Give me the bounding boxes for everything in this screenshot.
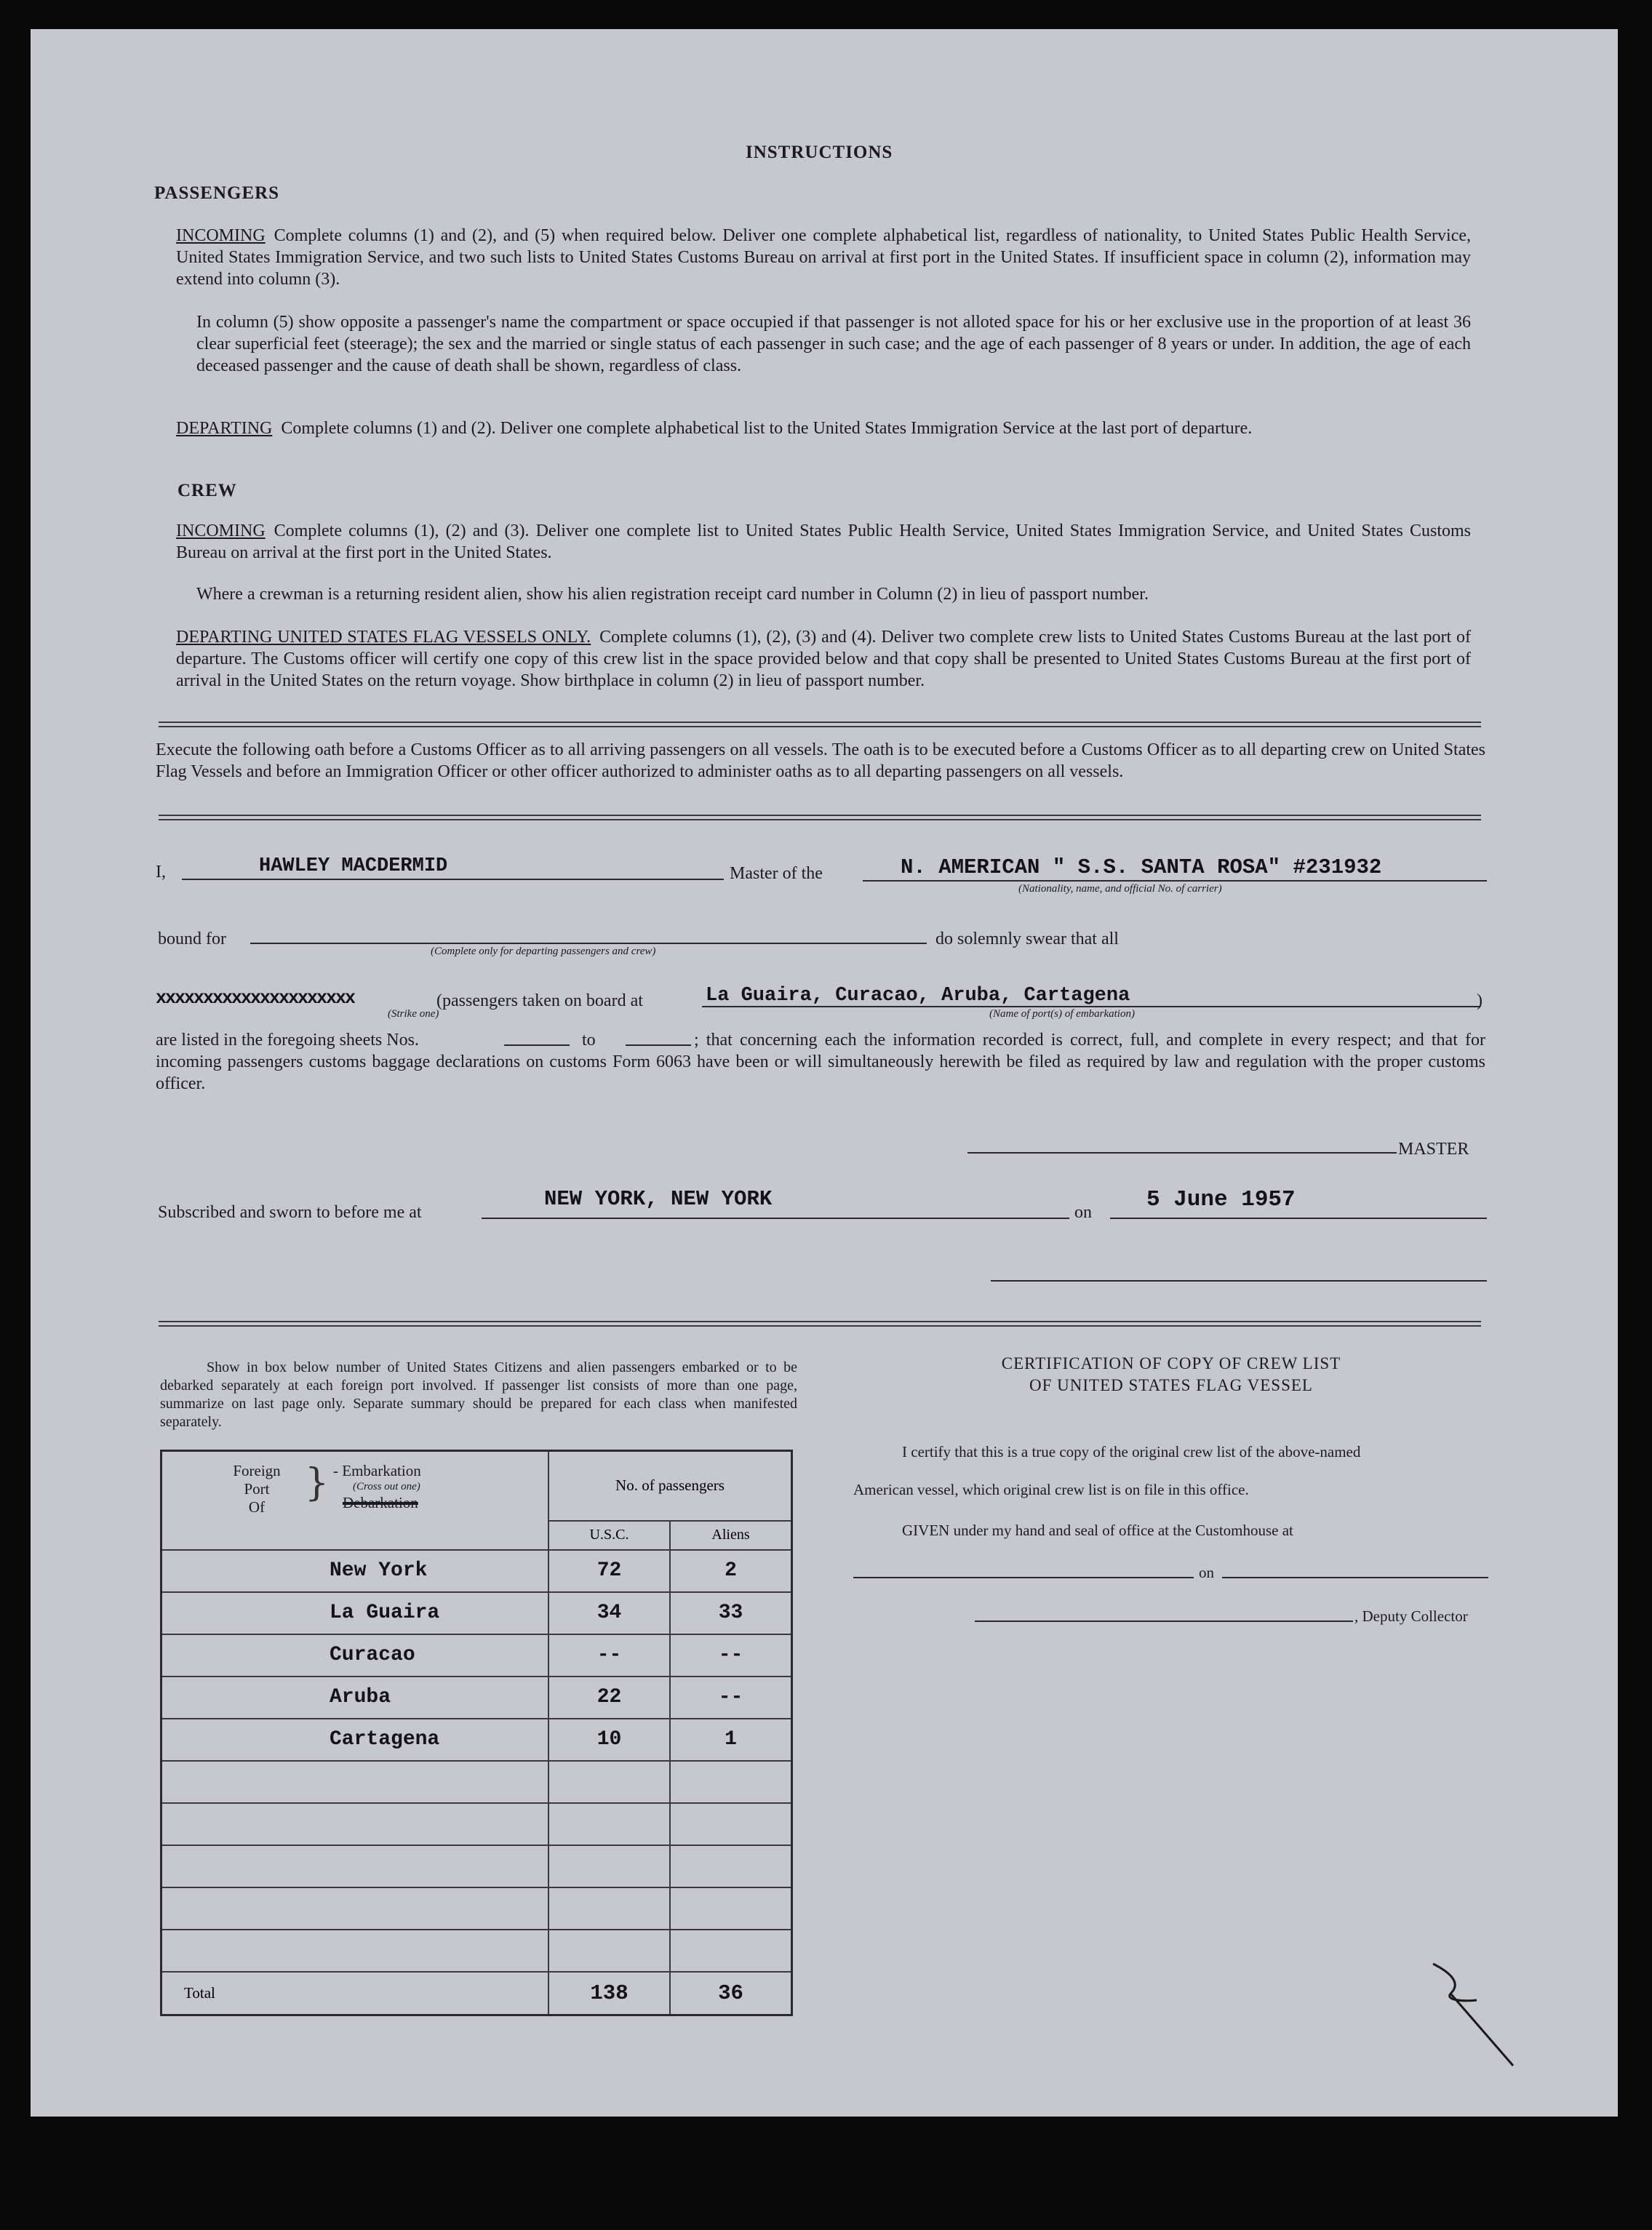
instructions-title: INSTRUCTIONS	[746, 143, 893, 162]
port-cell: Aruba	[161, 1677, 549, 1719]
officer-signature-line	[991, 1280, 1487, 1282]
listed-text: are listed in the foregoing sheets Nos.	[156, 1031, 419, 1050]
departing-text: Complete columns (1) and (2). Deliver one complete alphabetical list to the United States Immigration Service at the last port of departure.	[281, 419, 1253, 438]
certification-title-line2: OF UNITED STATES FLAG VESSEL	[1029, 1376, 1313, 1394]
table-row	[161, 1634, 792, 1677]
deputy-signature-line	[975, 1620, 1353, 1622]
usc-header: U.S.C.	[548, 1521, 670, 1550]
departing-flag-paragraph	[176, 626, 1471, 692]
empty-row-cell	[670, 1845, 792, 1887]
empty-row-cell	[670, 1930, 792, 1972]
bound-for-line	[250, 943, 927, 944]
departing-flag-text: Complete columns (1), (2), (3) and (4). Deliver two complete crew lists to United States Customs Bureau at the last port of departure. The Customs officer will certify one copy of this crew list in the space provided below and that copy shall be presented to United States Customs Bureau at the first port of arrival in the United States on the return voyage. Show birthplace in column (2) in lieu of passport number.	[176, 628, 1471, 690]
to-text: to	[582, 1031, 596, 1050]
table-row	[161, 1677, 792, 1719]
customhouse-line	[853, 1577, 1194, 1578]
divider	[159, 1321, 1481, 1327]
incoming-passengers-paragraph	[176, 225, 1471, 290]
deputy-collector-label: , Deputy Collector	[1354, 1607, 1468, 1625]
port-header-labels	[213, 1462, 300, 1516]
usc-cell: --	[548, 1634, 670, 1677]
aliens-cell: --	[670, 1634, 792, 1677]
sworn-place-line	[482, 1218, 1069, 1219]
empty-row-cell	[548, 1803, 670, 1845]
passenger-summary-table	[160, 1450, 793, 2016]
sworn-place: NEW YORK, NEW YORK	[544, 1187, 773, 1211]
cross-out-caption: (Cross out one)	[353, 1481, 420, 1492]
vessel-name: N. AMERICAN " S.S. SANTA ROSA" #231932	[901, 855, 1382, 879]
table-row	[161, 1592, 792, 1634]
empty-row-cell	[161, 1845, 549, 1887]
aliens-cell: 2	[670, 1550, 792, 1592]
port-cell: Cartagena	[161, 1719, 549, 1761]
port-label: Port	[244, 1480, 270, 1498]
departing-label: DEPARTING	[176, 419, 273, 438]
port-header-cell	[161, 1451, 549, 1550]
brace-icon: }	[305, 1461, 330, 1505]
bound-for-label: bound for	[158, 930, 226, 948]
embarkation-ports: La Guaira, Curacao, Aruba, Cartagena	[706, 985, 1130, 1007]
empty-row-cell	[548, 1930, 670, 1972]
strike-caption: (Strike one)	[388, 1008, 439, 1020]
struck-crew-text: xxxxxxxxxxxxxxxxxxxxx	[156, 988, 355, 1009]
aliens-cell: 1	[670, 1719, 792, 1761]
debarkation-struck: Debarkation	[343, 1494, 418, 1511]
master-label: MASTER	[1398, 1140, 1469, 1159]
pen-mark-icon	[1418, 1949, 1520, 2073]
usc-cell: 10	[548, 1719, 670, 1761]
aliens-header: Aliens	[670, 1521, 792, 1550]
empty-row-cell	[161, 1761, 549, 1803]
total-label: Total	[161, 1972, 549, 2015]
crew-incoming-label: INCOMING	[176, 521, 266, 540]
swear-text: do solemnly swear that all	[935, 930, 1119, 948]
empty-row-cell	[161, 1887, 549, 1930]
certify-text: I certify that this is a true copy of the original crew list of the above-named	[902, 1443, 1361, 1460]
crewman-paragraph: Where a crewman is a returning resident alien, show his alien registration receipt card number in Column (2) in lieu of passport number.	[196, 585, 1149, 604]
master-name: HAWLEY MACDERMID	[259, 855, 448, 877]
usc-cell: 72	[548, 1550, 670, 1592]
usc-cell: 22	[548, 1677, 670, 1719]
no-passengers-header: No. of passengers	[548, 1451, 792, 1521]
total-usc: 138	[548, 1972, 670, 2015]
certification-title	[967, 1353, 1375, 1396]
crew-heading: CREW	[177, 481, 237, 500]
empty-row-cell	[548, 1887, 670, 1930]
oath-i-label: I,	[156, 863, 166, 882]
of-label: Of	[248, 1498, 266, 1516]
bound-caption: (Complete only for departing passengers and crew)	[431, 946, 656, 957]
empty-row-cell	[161, 1930, 549, 1972]
certification-title-line1: CERTIFICATION OF COPY OF CREW LIST	[1001, 1354, 1341, 1372]
vessel-caption: (Nationality, name, and official No. of carrier)	[1018, 883, 1222, 895]
foreign-label: Foreign	[233, 1462, 281, 1479]
summary-instructions: Show in box below number of United States Citizens and alien passengers embarked or to be debarked separately at each foreign port involved. If passenger list consists of more than one page, summarize on last page only. Separate summary should be prepared for each class when manifested separately.	[160, 1359, 797, 1430]
sworn-date: 5 June 1957	[1146, 1187, 1296, 1212]
incoming-text: Complete columns (1) and (2), and (5) when required below. Deliver one complete alphabetical list, regardless of nationality, to United States Public Health Service, United States Immigration Service, and two such lists to United States Customs Bureau on arrival at first port in the United States. If insufficient space in column (2), information may extend into column (3).	[176, 226, 1471, 289]
empty-row-cell	[670, 1761, 792, 1803]
table-row	[161, 1719, 792, 1761]
passengers-heading: PASSENGERS	[154, 183, 280, 203]
empty-row-cell	[548, 1761, 670, 1803]
crew-incoming-text: Complete columns (1), (2) and (3). Deliver one complete list to United States Public Health Service, United States Immigration Service, and United States Customs Bureau on arrival at the first port in the United States.	[176, 521, 1471, 562]
table-row	[161, 1550, 792, 1592]
master-signature-line	[967, 1152, 1397, 1154]
on-label: on	[1074, 1203, 1092, 1222]
close-paren: )	[1477, 991, 1483, 1010]
incoming-label: INCOMING	[176, 226, 266, 245]
divider	[159, 815, 1481, 820]
empty-row-cell	[670, 1803, 792, 1845]
embarkation-label: - Embarkation	[333, 1462, 421, 1479]
port-cell: Curacao	[161, 1634, 549, 1677]
ports-caption: (Name of port(s) of embarkation)	[989, 1008, 1135, 1020]
divider	[159, 722, 1481, 727]
concerning-paragraph: ; that concerning each the information recorded is correct, full, and complete in every respect; and that for incoming passengers customs baggage declarations on customs Form 6063 have been or will simultaneously herewith be filed as required by law and regulation with the proper customs officer.	[156, 1031, 1485, 1093]
column5-paragraph: In column (5) show opposite a passenger's name the compartment or space occupied if that passenger is not alloted space for his or her exclusive use in the proportion of at least 36 clear superficial feet (steerage); the sex and the married or single status of each passenger in such case; and the age of each passenger of 8 years or under. In addition, the age of each deceased passenger and the cause of death shall be shown, regardless of class.	[196, 313, 1471, 375]
sworn-date-line	[1110, 1218, 1487, 1219]
oath-execute-paragraph: Execute the following oath before a Customs Officer as to all arriving passengers on all vessels. The oath is to be executed before a Customs Officer as to all departing crew on United States Flag Vessels and before an Immigration Officer or other officer authorized to administer oaths as to all departing passengers on all vessels.	[156, 740, 1485, 781]
empty-row-cell	[670, 1887, 792, 1930]
total-aliens: 36	[670, 1972, 792, 2015]
american-vessel-text: American vessel, which original crew list is on file in this office.	[853, 1481, 1249, 1498]
master-of-label: Master of the	[730, 864, 823, 883]
crew-incoming-paragraph	[176, 520, 1471, 564]
certification-date-line	[1222, 1577, 1488, 1578]
certification-on-label: on	[1199, 1564, 1214, 1581]
departing-flag-label: DEPARTING UNITED STATES FLAG VESSELS ONLY.	[176, 628, 591, 647]
aliens-cell: 33	[670, 1592, 792, 1634]
passengers-taken-text: (passengers taken on board at	[436, 991, 643, 1010]
empty-row-cell	[161, 1803, 549, 1845]
aliens-cell: --	[670, 1677, 792, 1719]
vessel-line	[863, 880, 1487, 882]
given-text: GIVEN under my hand and seal of office at the Customhouse at	[902, 1522, 1293, 1539]
master-name-line	[182, 879, 724, 880]
port-cell: New York	[161, 1550, 549, 1592]
empty-row-cell	[548, 1845, 670, 1887]
departing-paragraph	[176, 417, 1471, 439]
usc-cell: 34	[548, 1592, 670, 1634]
subscribed-text: Subscribed and sworn to before me at	[158, 1203, 422, 1222]
port-cell: La Guaira	[161, 1592, 549, 1634]
